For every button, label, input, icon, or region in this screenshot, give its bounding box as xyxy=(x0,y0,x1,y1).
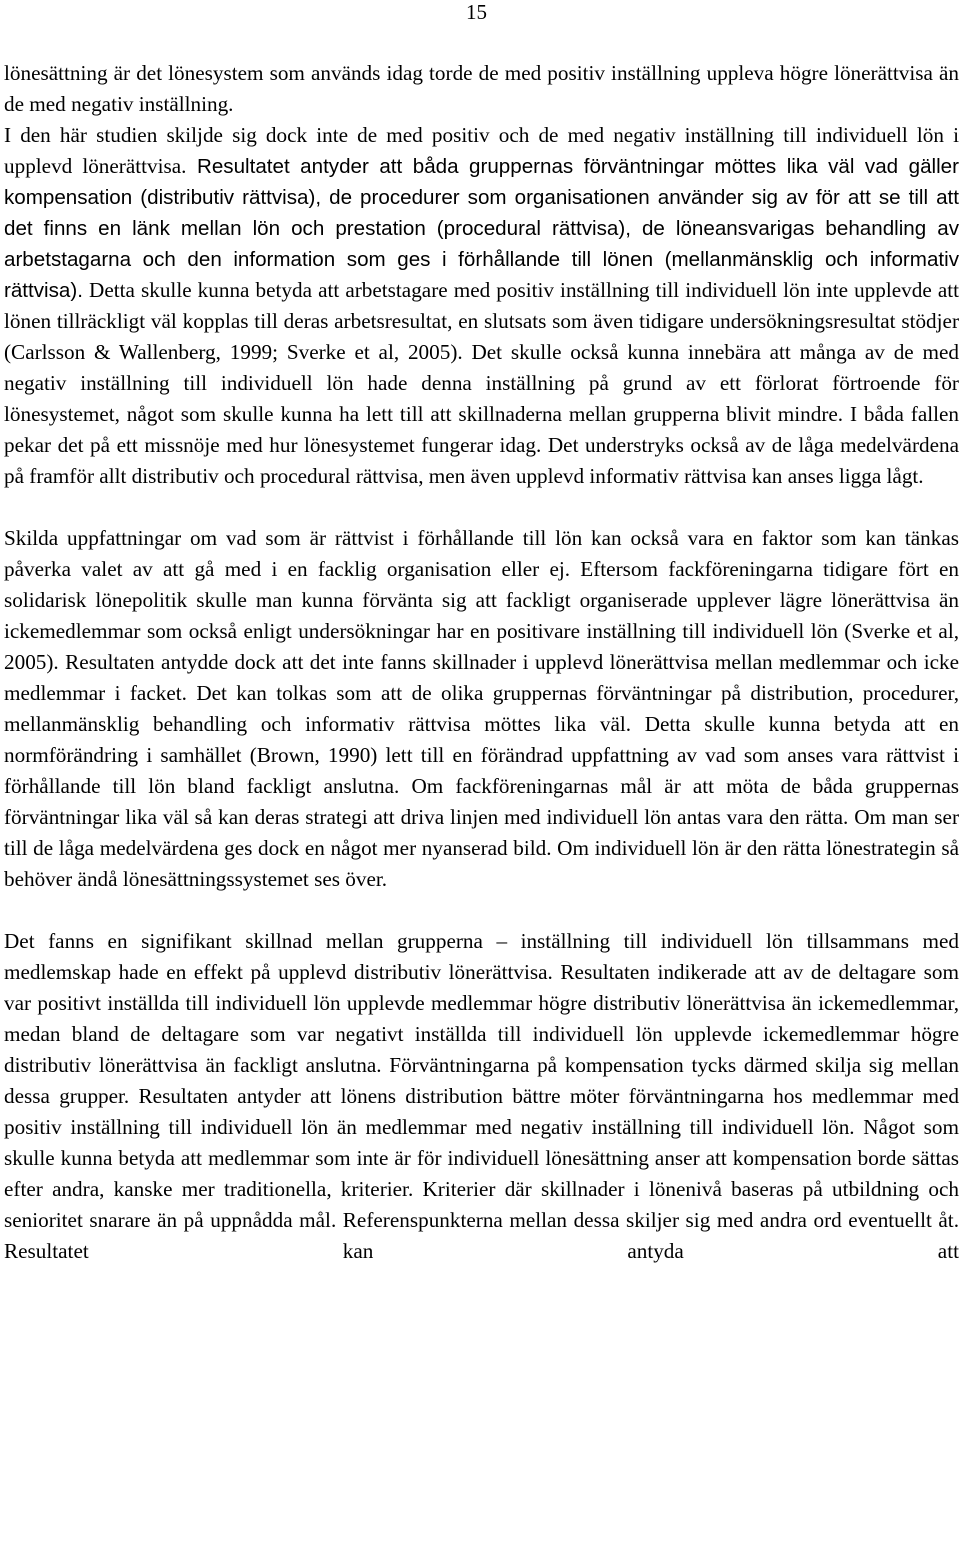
document-body xyxy=(4,58,959,1267)
paragraph-2-part-sans: Resultatet antyder att båda gruppernas förväntningar möttes lika väl vad gäller kompensation (distributiv rättvisa), de procedurer som organisationen använder sig av för att se till att det finns en länk mellan lön och prestation (procedural rättvisa), de löneansvarigas behandling av arbetstagarna och den information som ges i förhållande till lönen (mellanmänsklig och informativ rättvisa). xyxy=(4,155,959,302)
paragraph-2 xyxy=(4,120,959,492)
paragraph-3: Skilda uppfattningar om vad som är rättvist i förhållande till lön kan också vara en faktor som kan tänkas påverka valet av att gå med i en facklig organisation eller ej. Eftersom fackföreningarna tidigare fört en solidarisk lönepolitik skulle man kunna förvänta sig att fackligt organiserade upplever lägre lönerättvisa än ickemedlemmar som också enligt undersökningar har en positivare inställning till individuell lön (Sverke et al, 2005). Resultaten antydde dock att det inte fanns skillnader i upplevd lönerättvisa mellan medlemmar och icke medlemmar i facket. Det kan tolkas som att de olika gruppernas förväntningar på distribution, procedurer, mellanmänsklig behandling och informativ rättvisa möttes lika väl. Detta skulle kunna betyda att en normförändring i samhället (Brown, 1990) lett till en förändrad uppfattning av vad som anses vara rättvist i förhållande till lön bland fackligt anslutna. Om fackföreningarnas mål är att möta de båda gruppernas förväntningar lika väl så kan deras strategi att driva linjen med individuell lön antas vara den rätta. Om man ser till de låga medelvärdena ges dock en något mer nyanserad bild. Om individuell lön är den rätta lönestrategin så behöver ändå lönesättningssystemet ses över. xyxy=(4,526,959,891)
paragraph-2-part-rest: Detta skulle kunna betyda att arbetstagare med positiv inställning till individuell lön inte upplevde att lönen tillräckligt väl kopplas till deras arbetsresultat, en slutsats som även tidigare undersökningsresultat stödjer (Carlsson & Wallenberg, 1999; Sverke et al, 2005). Det skulle också kunna innebära att många av de med negativ inställning till individuell lön hade denna inställning på grund av ett förlorat förtroende för lönesystemet, något som skulle kunna ha lett till att skillnaderna mellan grupperna blivit mindre. I båda fallen pekar det på ett missnöje med hur lönesystemet fungerar idag. Det understryks också av de låga medelvärdena på framför allt distributiv och procedural rättvisa, men även upplevd informativ rättvisa kan anses ligga lågt. xyxy=(4,278,959,488)
paragraph-4: Det fanns en signifikant skillnad mellan grupperna – inställning till individuell lön tillsammans med medlemskap hade en effekt på upplevd distributiv lönerättvisa. Resultaten indikerade att av de deltagare som var positivt inställda till individuell lön upplevde medlemmar högre distributiv lönerättvisa än ickemedlemmar, medan bland de deltagare som var negativt inställda till individuell lön upplevde ickemedlemmar högre distributiv lönerättvisa än fackligt anslutna. Förväntningarna på kompensation tycks därmed skilja sig mellan dessa grupper. Resultaten antyder att lönens distribution bättre möter förväntningarna hos medlemmar med positiv inställning till individuell lön än medlemmar med negativ inställning till individuell lön. Något som skulle kunna betyda att medlemmar som inte är för individuell lönesättning anser att kompensation borde sättas efter andra, kanske mer traditionella, kriterier. Kriterier där skillnader i lönenivå baseras på utbildning och senioritet snarare än på uppnådda mål. Referenspunkterna mellan dessa skiljer sig med andra ord eventuellt åt. Resultatet kan antyda att xyxy=(4,929,959,1263)
paragraph-1: lönesättning är det lönesystem som används idag torde de med positiv inställning uppleva högre lönerättvisa än de med negativ inställning. xyxy=(4,61,959,116)
page-number: 15 xyxy=(466,0,487,24)
paragraph-2-part-serif: I den här studien skiljde sig dock inte de med positiv och de med negativ inställning till individuell lön i upplevd lönerättvisa. xyxy=(4,123,959,178)
